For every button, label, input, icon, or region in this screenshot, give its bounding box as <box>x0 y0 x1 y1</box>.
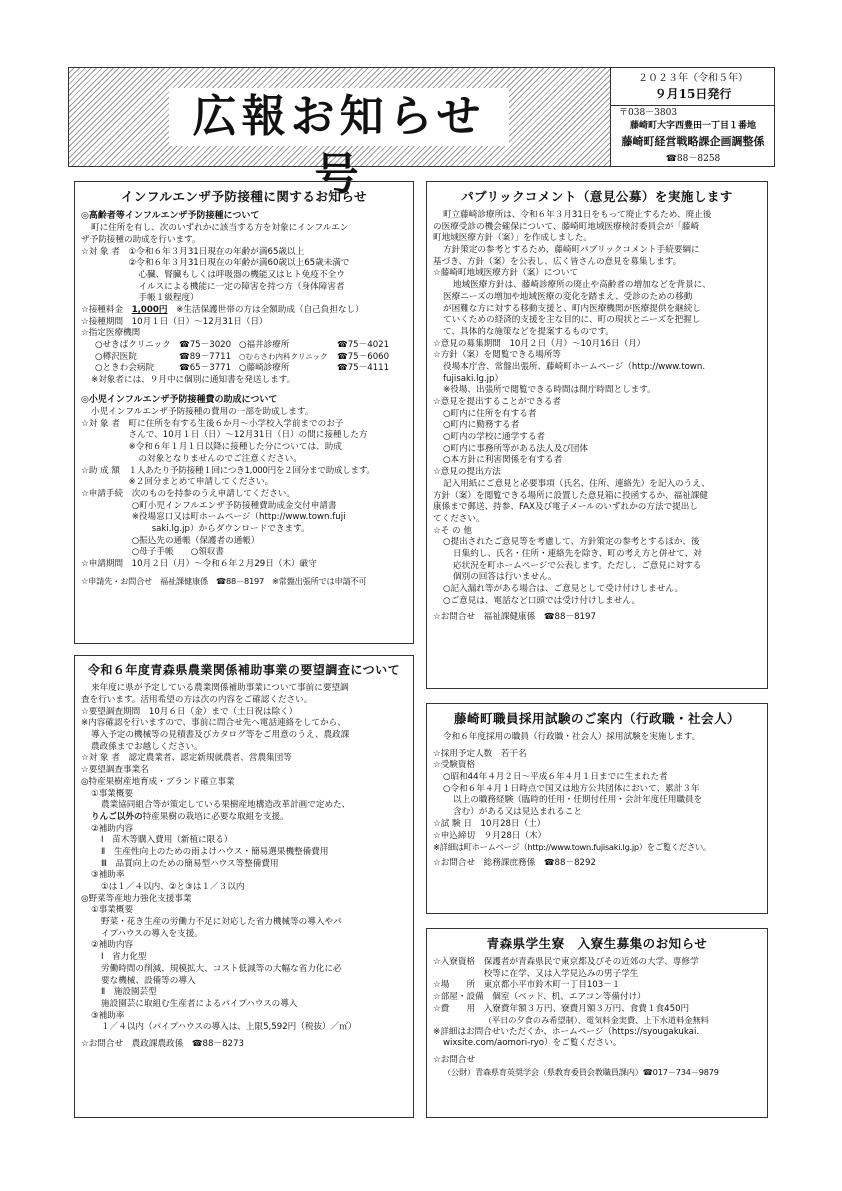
address: 藤崎町大字西豊田一丁目１番地 <box>629 121 756 131</box>
clinic-name: ○藤崎診療所 <box>239 363 290 374</box>
text: 施設園芸に取組む生産者によるパイプハウスの導入 <box>101 998 298 1009</box>
agri-target: ☆対 象 者 認定農業者、認定新規就農者、営農集団等 <box>81 753 292 764</box>
text: ②令和６年３月31日現在の年齢が満60歳以上65歳未満で <box>128 258 350 269</box>
text: の対象となりませんのでご注意ください。 <box>138 453 302 464</box>
clinic-tel: ☎75－3020 <box>179 340 232 351</box>
pc-contact: ☆お問合せ 福祉課健康係 ☎88－8197 <box>433 612 596 623</box>
dorm-notice <box>426 928 768 1118</box>
dorm-contact-title: ☆お問合せ <box>433 1054 476 1065</box>
pc-how-title: ☆意見の提出方法 <box>433 467 501 478</box>
text: が困難な方に対する移動支援と、町内医療機関が医療提供を継続し <box>443 303 701 314</box>
text: ※対象者には、９月中に個別に通知書を発送します。 <box>91 375 296 386</box>
masthead-title: 広報お知らせ号 <box>169 88 509 146</box>
agri-notice <box>74 655 414 1118</box>
text: 日集約し、氏名・住所・連絡先を除き、町の考え方と併せて、対 <box>453 548 702 559</box>
text: 手帳１級程度） <box>138 293 199 304</box>
job-detail: ※詳細は町ホームページ（http://www.town.fujisaki.lg.jp）をご覧ください。 <box>433 842 711 853</box>
text: 野菜・花き生産の労働力不足に対応した省力機械等の導入やパ <box>101 917 342 928</box>
text: イルスによる機能に一定の障害を持つ方（身体障害者 <box>138 281 345 292</box>
text: 要な機械、設備等の導入 <box>101 975 196 986</box>
text: ○昭和44年４月２日～平成６年４月１日までに生まれた者 <box>443 772 668 783</box>
text: wixsite.com/aomori-ryo）をご覧ください。 <box>443 1038 622 1049</box>
clinics-title: ☆指定医療機関 <box>81 328 141 339</box>
text: ①は１／４以内、②と③は１／３以内 <box>101 882 245 892</box>
flu-s2-period: ☆申請期間 10月２日（月）～令和６年２月29日（木）厳守 <box>81 559 317 570</box>
dorm-contact: （公財）青森県育英奨学会（県教育委員会教職員課内）☎017－734－9879 <box>443 1066 719 1077</box>
text: ②補助内容 <box>91 940 134 951</box>
list-item: ○町内に住所を有する者 <box>443 408 537 419</box>
publisher-phone: ☎88－8258 <box>665 154 721 164</box>
text: saki.lg.jp）からダウンロードできます。 <box>151 523 310 534</box>
list-item: ○町内に勤務する者 <box>443 420 520 431</box>
text: Ⅱ 施設園芸型 <box>101 987 157 998</box>
list-item: ○本方針に利害関係を有する者 <box>443 455 563 466</box>
text: Ⅰ 苗木等購入費用（新植に限る） <box>101 835 233 846</box>
text: の医療受診の機会確保について、藤崎町地域医療検討委員会が「藤崎 <box>433 221 700 232</box>
text: ※令和６年１月１日以降に接種した分については、助成 <box>128 442 342 453</box>
text: ○提出されたご意見等を考慮して、方針策定の参考とするほか、後 <box>443 537 700 548</box>
text: ※役場、出張所で閲覧できる時間は開庁時間とします。 <box>443 385 656 396</box>
job-exam-date: ☆試 験 日 10月28日（土） <box>433 818 546 829</box>
label: ☆接種料金 <box>81 305 132 316</box>
text: 地域医療方針は、藤崎診療所の廃止や高齢者の増加などを背景に、 <box>453 280 711 291</box>
clinic-tel: ☎89－7711 <box>179 351 232 362</box>
text: イプハウスの導入を支援。 <box>101 928 203 939</box>
text: ※詳細はお問合せいただくか、ホームページ（https://syougakukai. <box>433 1026 700 1037</box>
label: ☆場 所 <box>433 980 484 991</box>
text: 町に住所を有する生後６か月～小学校入学前までのお子 <box>128 418 344 429</box>
text: 心臓、腎臓もしくは呼吸器の機能又はヒト免疫不全ウ <box>138 269 345 280</box>
publisher: 藤崎町経営戦略課企画調整係 <box>621 135 765 148</box>
dorm-cost <box>433 1004 761 1027</box>
agri-title: 令和６年度青森県農業関係補助事業の要望調査について <box>87 663 401 677</box>
issue-info <box>611 67 775 167</box>
text: ○振込先の通帳（保護者の通帳） <box>131 535 260 546</box>
agri-contact: ☆お問合せ 農政課農政係 ☎88－8273 <box>81 1038 244 1049</box>
job-count: ☆採用予定人数 若干名 <box>433 748 527 759</box>
text: ※役場窓口又は町ホームページ（http://www.town.fuji <box>131 512 346 523</box>
agri-projects-title: ☆要望調査事業名 <box>81 765 149 776</box>
text: Ⅰ 省力化型 <box>101 952 147 963</box>
text: ①事業概要 <box>91 788 134 799</box>
text: 次のものを持参のうえ申請してください。 <box>131 488 295 499</box>
flu-contact: ☆申請先・お問合せ 福祉課健康係 ☎88－8197 ※常盤出張所では申請不可 <box>81 575 367 586</box>
project-title: ◎特産果樹産地育成・ブランド確立事業 <box>81 776 235 787</box>
label: ☆入寮資格 <box>433 957 484 967</box>
text: 町立藤崎診療所は、令和６年３月31日をもって廃止するため、廃止後 <box>443 210 712 220</box>
text: 含む）がある又は見込まれること <box>453 807 582 818</box>
text: ていくための経済的支援を主な目的に、町の現状とニーズを把握し <box>443 315 701 326</box>
label: ☆対 象 者 <box>81 246 129 257</box>
text: ○令和６年４月１日時点で国又は地方公共団体において、累計３年 <box>443 783 700 794</box>
text: ○ご意見は、電話など口頭では受け付けしません。 <box>443 595 641 606</box>
dorm-room <box>433 992 761 1004</box>
text: 応状況を町ホームページで公表します。ただし、ご意見に対する <box>453 560 702 571</box>
pc-policy-title: ☆藤崎町地域医療方針（案）について <box>433 268 579 279</box>
text: ○記入漏れ等がある場合は、ご意見として受け付けしません。 <box>443 584 684 594</box>
clinic-name: ○ときわ会病院 <box>95 363 155 374</box>
flu-s1-fee <box>81 305 407 317</box>
text: ③補助率 <box>91 1010 125 1021</box>
text: 個別の回答は行いません。 <box>453 572 557 583</box>
text: 労働時間の削減、規模拡大、コスト低減等の大幅な省力化に必 <box>101 963 342 974</box>
pc-who-title: ☆意見を提出することができる者 <box>433 397 562 407</box>
flu-s1-target <box>81 247 407 305</box>
label: ☆申請手続 <box>81 488 132 499</box>
clinic-tel: ☎75－4111 <box>337 363 390 374</box>
text: ○町小児インフルエンザ予防接種費助成金交付申請書 <box>131 500 337 511</box>
list-item: ○町内の学校に通学する者 <box>443 432 546 443</box>
text: 医療ニーズの増加や地域医療の変化を踏まえ、受診のための移動 <box>443 291 693 302</box>
text: 康係まで郵送、持参、FAX及び電子メールのいずれかの方法で提出し <box>433 502 698 513</box>
text: 町に住所を有し、次のいずれかに該当する方を対象にインフルエン <box>91 223 349 234</box>
job-title: 藤崎町職員採用試験のご案内（行政職・社会人） <box>453 711 740 726</box>
text: ※生活保護世帯の方は全額助成（自己負担なし） <box>167 305 364 316</box>
job-contact: ☆お問合せ 総務課庶務係 ☎88－8292 <box>433 858 596 869</box>
pc-period: ☆意見の募集期間 10月２日（月）～10月16日（月） <box>433 338 646 349</box>
text: 農政係までお越しください。 <box>91 741 203 752</box>
flu-s2-target <box>81 419 407 466</box>
text: ①事業概要 <box>91 905 134 916</box>
flu-s2-method <box>81 489 407 559</box>
flu-notice <box>74 181 414 644</box>
text: 査を行います。活用希望の方は次の内容をご確認ください。 <box>81 695 313 705</box>
label: ☆部屋・設備 <box>433 992 493 1003</box>
text: 記入用紙にご意見と必要事項（氏名、住所、連絡先）を記入のうえ、 <box>443 478 710 489</box>
text: 令和６年度採用の職員（行政職・社会人）採用試験を実施します。 <box>443 732 701 742</box>
text: ③補助率 <box>91 870 125 881</box>
text: 保護者が青森県民で東京都及びその近郊の大学、専修学 <box>483 957 699 967</box>
text: てください。 <box>433 513 485 524</box>
issue-date: ９月15日発行 <box>654 87 732 101</box>
text: 導入予定の機械等の見積書及びカタログ等をご用意のうえ、農政課 <box>91 730 350 741</box>
flu-title: インフルエンザ予防接種に関するお知らせ <box>120 189 368 204</box>
label: ☆対 象 者 <box>81 418 129 429</box>
dorm-title: 青森県学生寮 入寮生募集のお知らせ <box>486 936 708 951</box>
pc-title: パブリックコメント（意見公募）を実施します <box>461 189 733 204</box>
text: ②補助内容 <box>91 823 134 834</box>
text: （平日の夕食のみ希望制）、電気料金実費、上下水道料金無料 <box>483 1015 709 1026</box>
text: ①令和６年３月31日現在の年齢が満65歳以上 <box>128 246 305 257</box>
job-deadline: ☆申込締切 ９月28日（木） <box>433 830 547 841</box>
text: fujisaki.lg.jp） <box>443 373 504 384</box>
fee-amount: 1,000円 <box>131 305 168 316</box>
public-comment-notice <box>426 181 768 689</box>
project-title: ◎野菜等産地力強化支援事業 <box>81 893 192 904</box>
text: ザ予防接種の助成を行います。 <box>81 234 201 245</box>
postal-code: 〒038－3803 <box>619 108 678 118</box>
text: 役場本庁舎、常盤出張所、藤崎町ホームページ（http://www.town. <box>443 361 706 372</box>
flu-s1-title: ◎高齢者等インフルエンザ予防接種について <box>81 211 260 221</box>
text: １／４以内（パイプハウスの導入は、上限5,592円（税抜）／㎡） <box>101 1022 357 1033</box>
text: 入寮費年額３万円、寮費月額３万円、食費１食450円 <box>483 1003 690 1014</box>
flu-s1-period: ☆接種期間 10月１日（日）～12月31日（日） <box>81 316 268 327</box>
job-qual-title: ☆受験資格 <box>433 760 476 771</box>
text: Ⅱ 生産性向上のための雨よけハウス・簡易選果機整備費用 <box>101 846 329 857</box>
text: て、具体的な施策などを提案するものです。 <box>443 326 615 337</box>
clinic-tel: ☎75－4021 <box>337 340 390 351</box>
clinic-tel: ☎75－6060 <box>337 351 390 362</box>
issue-date-year: ２０２３年（令和５年） <box>638 73 748 84</box>
label: ☆助 成 額 <box>81 465 129 476</box>
clinic-name: ○樽沢医院 <box>95 351 137 362</box>
text: 基づき、方針（案）を公表し、広く皆さんの意見を募集します。 <box>433 256 682 267</box>
text: 小児インフルエンザ予防接種の費用の一部を助成します。 <box>91 407 314 418</box>
clinic-name: ○むらさわ内科クリニック <box>239 351 328 361</box>
text: 町地域医療方針（案）」を作成しました。 <box>433 233 592 244</box>
flu-s2-title: ◎小児インフルエンザ予防接種費の助成について <box>81 394 278 405</box>
job-notice <box>426 703 768 914</box>
text: 農業協同組合等が策定している果樹産地構造改革計画で定めた、 <box>101 800 351 811</box>
text: 来年度に県が予定している農業関係補助事業について事前に要望調 <box>91 683 349 694</box>
dorm-qualification <box>433 957 761 980</box>
text: ※２回分まとめて申請してください。 <box>128 477 274 488</box>
text: Ⅲ 品質向上のための簡易型ハウス等整備費用 <box>101 858 279 869</box>
text: ○母子手帳 ○領収書 <box>131 547 225 558</box>
text: 方針（案）を閲覧できる場所に設置した意見箱に投函するか、福祉課健 <box>433 490 709 501</box>
clinic-list <box>81 340 407 375</box>
text: 以上の職務経験（臨時的任用・任期付任用・会計年度任用職員を <box>453 795 703 806</box>
clinic-name: ○福井診療所 <box>239 340 290 351</box>
pc-other-title: ☆そ の 他 <box>433 525 472 536</box>
text: 個室（ベッド、机、エアコン等備付け） <box>492 992 646 1003</box>
clinic-name: ○せきばクリニック <box>95 340 171 351</box>
dorm-place <box>433 980 761 992</box>
clinic-tel: ☎65－3771 <box>179 363 232 374</box>
emphasis-text: りんご以外の <box>91 811 143 822</box>
label: ☆費 用 <box>433 1003 484 1014</box>
flu-s2-amount <box>81 466 407 489</box>
text: 方針策定の参考とするため、藤崎町パブリックコメント手続要綱に <box>443 245 700 256</box>
text: さんで、10月１日（日）～12月31日（日）の間に接種した方 <box>128 430 368 441</box>
text: ※内容確認を行いますので、事前に問合せ先へ電話連絡をしてから、 <box>81 718 346 729</box>
text: 特産果樹の栽培に必要な取組を支援。 <box>142 811 289 822</box>
agri-period: ☆要望調査期間 10月６日（金）まで（土日祝は除く） <box>81 706 298 717</box>
text: 東京都小平市鈴木町一丁目103－１ <box>483 980 621 991</box>
pc-view-title: ☆方針（案）を閲覧できる場所等 <box>433 350 562 361</box>
list-item: ○町内に事務所等がある法人及び団体 <box>443 443 588 454</box>
text: 校等に在学、又は入学見込みの男子学生 <box>483 968 639 979</box>
text: １人あたり予防接種１回につき1,000円を２回分まで助成します。 <box>128 465 375 476</box>
